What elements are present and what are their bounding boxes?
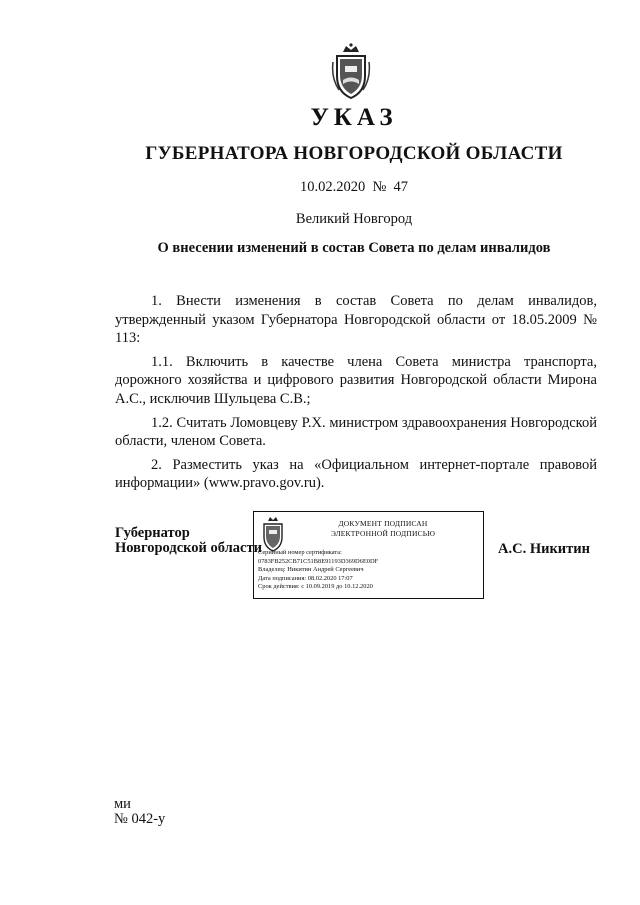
position-line: Новгородской области: [115, 540, 262, 556]
stamp-details: [258, 549, 378, 592]
paragraph: 1.1. Включить в качестве члена Совета министра транспорта, дорожного хозяйства и цифрового развития Новгородской области Мирона А.С., исключив Шульцева С.В.;: [115, 353, 597, 407]
paragraph: 2. Разместить указ на «Официальном интернет-портале правовой информации» (www.pravo.gov.ru).: [115, 456, 597, 492]
coat-of-arms-icon: [260, 515, 286, 553]
footer-initials: ми: [114, 796, 131, 812]
date-number-line: [0, 179, 640, 196]
stamp-owner: Владелец: Никитин Андрей Сергеевич: [258, 566, 364, 574]
document-title: УКАЗ: [310, 104, 398, 131]
stamp-validity: Срок действия: с 10.09.2019 до 10.12.2020: [258, 583, 373, 591]
stamp-header: [288, 519, 478, 539]
stamp-signed-date: Дата подписания: 08.02.2020 17:07: [258, 574, 353, 582]
stamp-serial-label: Серийный номер сертификата:: [258, 549, 342, 556]
stamp-header-line: ДОКУМЕНТ ПОДПИСАН: [338, 519, 428, 528]
paragraph: 1. Внести изменения в состав Совета по делам инвалидов, утвержденный указом Губернатора Новгородской области от 18.05.2009 № 113:: [115, 293, 597, 347]
coat-of-arms-emblem: [331, 42, 371, 100]
document-footer: [114, 797, 165, 827]
document-heading: О внесении изменений в состав Совета по делам инвалидов: [157, 240, 551, 256]
footer-number: № 042-у: [114, 811, 166, 827]
document-body: [115, 292, 597, 498]
document-date: 10.02.2020: [299, 179, 366, 195]
number-label: №: [372, 179, 387, 195]
signatory-name: А.С. Никитин: [498, 541, 590, 557]
stamp-header-line: ЭЛЕКТРОННОЙ ПОДПИСЬЮ: [330, 529, 436, 538]
paragraph: 1.2. Считать Ломовцеву Р.Х. министром здравоохранения Новгородской области, членом Совета.: [115, 414, 597, 450]
electronic-signature-stamp: [253, 511, 484, 599]
document-place: Великий Новгород: [295, 211, 413, 227]
position-line: Губернатор: [115, 525, 190, 541]
document-number: 47: [393, 179, 409, 195]
document-subtitle: ГУБЕРНАТОРА НОВГОРОДСКОЙ ОБЛАСТИ: [145, 143, 563, 164]
signatory-position: [115, 526, 262, 556]
stamp-serial: 0783FB252CB71C51B8E91193D369D6E0DF: [258, 557, 379, 565]
